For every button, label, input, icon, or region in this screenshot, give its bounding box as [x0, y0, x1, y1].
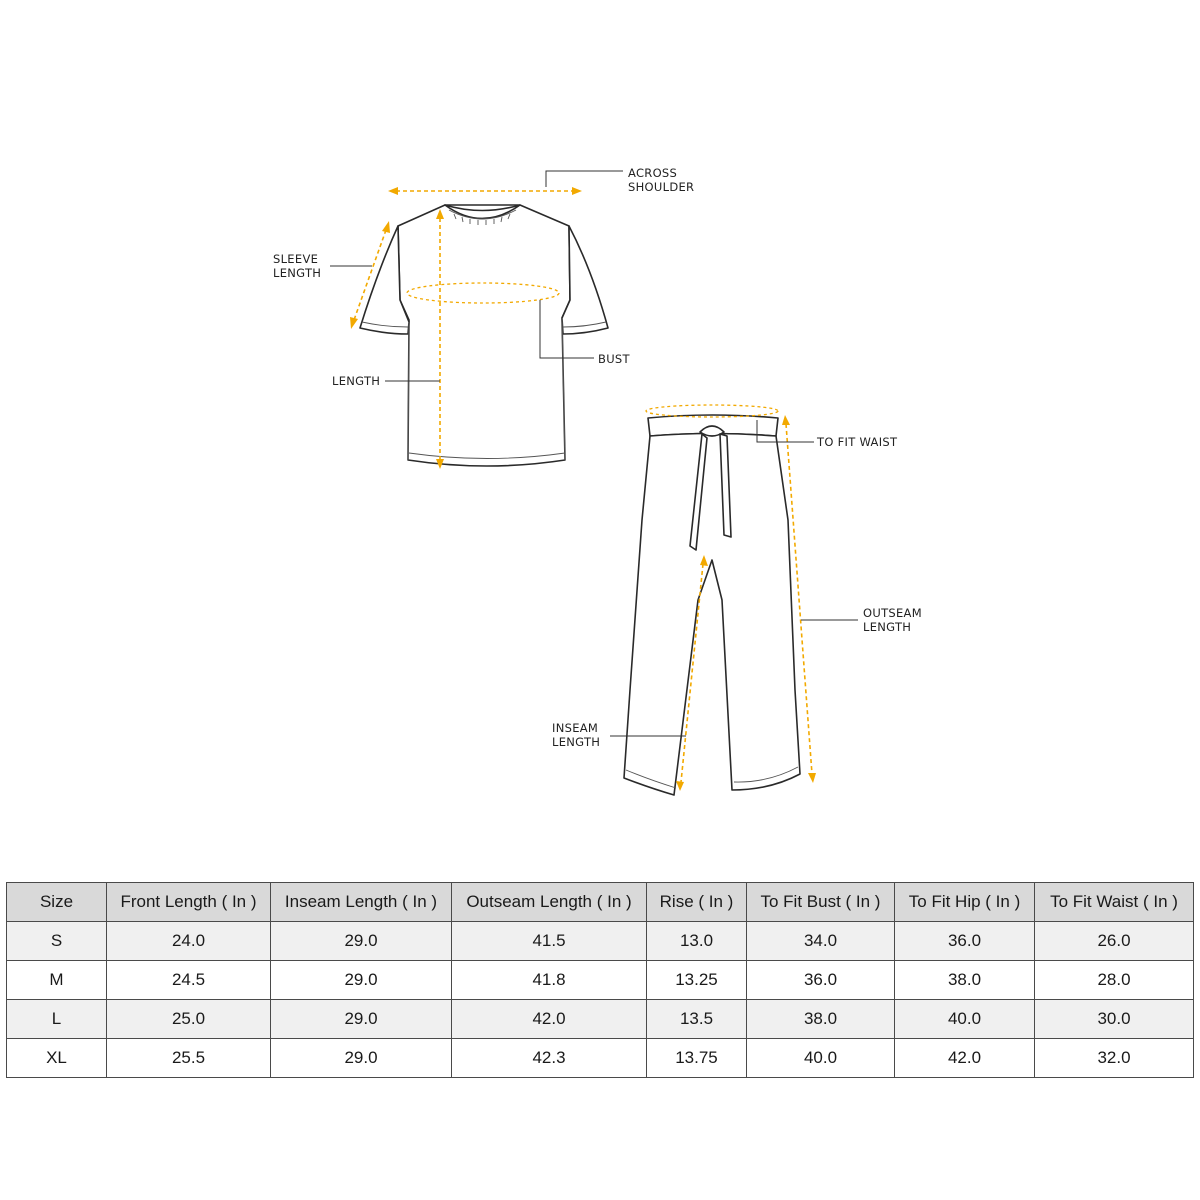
cell-size: XL [7, 1039, 107, 1078]
inseam-length-label-line2: LENGTH [552, 735, 601, 749]
cell-front-length: 24.5 [107, 961, 271, 1000]
cell-to-fit-bust: 36.0 [747, 961, 895, 1000]
cell-rise: 13.25 [647, 961, 747, 1000]
bust-label: BUST [598, 352, 630, 366]
header-size: Size [7, 883, 107, 922]
cell-front-length: 25.5 [107, 1039, 271, 1078]
header-to-fit-hip: To Fit Hip ( In ) [895, 883, 1035, 922]
cell-to-fit-waist: 28.0 [1035, 961, 1194, 1000]
header-rise: Rise ( In ) [647, 883, 747, 922]
cell-inseam-length: 29.0 [271, 961, 452, 1000]
to-fit-waist-label: TO FIT WAIST [817, 435, 898, 449]
pants-illustration [624, 415, 800, 795]
cell-to-fit-hip: 40.0 [895, 1000, 1035, 1039]
outseam-length-label-line2: LENGTH [863, 620, 912, 634]
inseam-length-label: INSEAM [552, 721, 599, 735]
cell-rise: 13.75 [647, 1039, 747, 1078]
table-row [7, 922, 1194, 961]
size-chart-table [6, 882, 1194, 1078]
cell-size: L [7, 1000, 107, 1039]
cell-to-fit-waist: 26.0 [1035, 922, 1194, 961]
cell-outseam-length: 42.0 [452, 1000, 647, 1039]
cell-to-fit-bust: 34.0 [747, 922, 895, 961]
cell-rise: 13.0 [647, 922, 747, 961]
table-row [7, 1000, 1194, 1039]
cell-to-fit-hip: 38.0 [895, 961, 1035, 1000]
table-row [7, 961, 1194, 1000]
length-label: LENGTH [332, 374, 381, 388]
header-outseam-length: Outseam Length ( In ) [452, 883, 647, 922]
cell-outseam-length: 41.8 [452, 961, 647, 1000]
cell-to-fit-bust: 40.0 [747, 1039, 895, 1078]
cell-to-fit-waist: 30.0 [1035, 1000, 1194, 1039]
header-front-length: Front Length ( In ) [107, 883, 271, 922]
cell-outseam-length: 42.3 [452, 1039, 647, 1078]
cell-rise: 13.5 [647, 1000, 747, 1039]
tshirt-illustration [360, 205, 608, 466]
cell-outseam-length: 41.5 [452, 922, 647, 961]
sleeve-length-label-line2: LENGTH [273, 266, 322, 280]
across-shoulder-guide [388, 187, 582, 195]
outseam-length-label: OUTSEAM [863, 606, 922, 620]
table-header-row [7, 883, 1194, 922]
header-to-fit-waist: To Fit Waist ( In ) [1035, 883, 1194, 922]
cell-size: M [7, 961, 107, 1000]
cell-to-fit-hip: 42.0 [895, 1039, 1035, 1078]
table-row [7, 1039, 1194, 1078]
across-shoulder-label: ACROSS [628, 166, 678, 180]
cell-inseam-length: 29.0 [271, 1039, 452, 1078]
cell-front-length: 24.0 [107, 922, 271, 961]
header-to-fit-bust: To Fit Bust ( In ) [747, 883, 895, 922]
cell-size: S [7, 922, 107, 961]
cell-to-fit-hip: 36.0 [895, 922, 1035, 961]
cell-inseam-length: 29.0 [271, 1000, 452, 1039]
across-shoulder-label-line2: SHOULDER [628, 180, 695, 194]
cell-to-fit-bust: 38.0 [747, 1000, 895, 1039]
cell-front-length: 25.0 [107, 1000, 271, 1039]
cell-to-fit-waist: 32.0 [1035, 1039, 1194, 1078]
header-inseam-length: Inseam Length ( In ) [271, 883, 452, 922]
across-shoulder-leader [546, 171, 623, 187]
sleeve-length-label: SLEEVE [273, 252, 319, 266]
cell-inseam-length: 29.0 [271, 922, 452, 961]
